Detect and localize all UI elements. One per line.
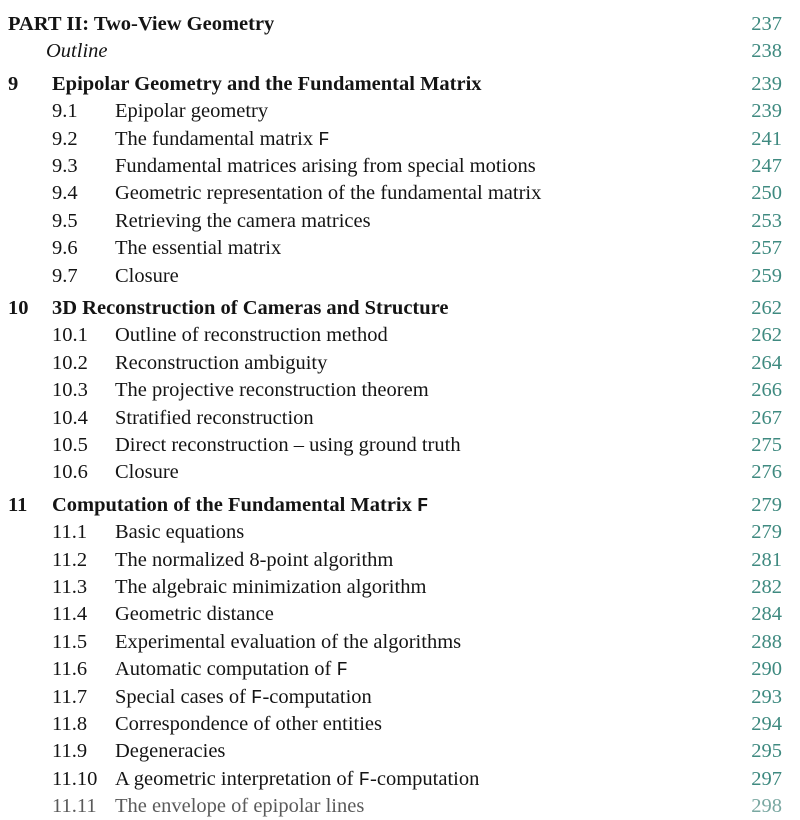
- section-number: 11.6: [52, 658, 88, 681]
- section-entry[interactable]: [0, 601, 800, 628]
- page-number: 262: [751, 297, 782, 319]
- section-entry[interactable]: [0, 263, 800, 290]
- section-number: 10.6: [52, 461, 88, 484]
- title-text: Computation of the Fundamental Matrix: [52, 493, 418, 516]
- chapter-entry[interactable]: [0, 71, 800, 98]
- title-text: Closure: [115, 264, 179, 287]
- page-number: 239: [751, 72, 782, 95]
- title-text: Experimental evaluation of the algorithms: [115, 630, 462, 653]
- section-number: 11.1: [52, 521, 88, 544]
- section-entry[interactable]: [0, 711, 800, 738]
- section-title: [115, 405, 314, 432]
- section-entry[interactable]: [0, 98, 800, 125]
- section-title: [115, 601, 274, 628]
- page-number: 281: [751, 548, 782, 571]
- section-number: 11.4: [52, 603, 88, 626]
- title-text: The algebraic minimization algorithm: [115, 576, 427, 598]
- section-number: 9.4: [52, 182, 78, 205]
- title-text: Reconstruction ambiguity: [115, 351, 328, 374]
- section-title: [115, 656, 348, 684]
- page-number: 282: [751, 576, 782, 598]
- chapter-title: [52, 492, 428, 520]
- section-entry[interactable]: [0, 684, 800, 711]
- title-text: Degeneracies: [115, 740, 226, 763]
- title-text: Basic equations: [115, 521, 245, 544]
- title-text: Epipolar geometry: [115, 100, 269, 123]
- title-text: The fundamental matrix: [115, 127, 319, 150]
- page-number: 250: [751, 182, 782, 205]
- title-text: Correspondence of other entities: [115, 713, 382, 735]
- title-text: The essential matrix: [115, 237, 282, 260]
- section-entry[interactable]: [0, 235, 800, 262]
- page-number: 237: [751, 13, 782, 35]
- section-title: [115, 684, 372, 712]
- page-number: 294: [751, 713, 782, 735]
- section-entry[interactable]: [0, 153, 800, 180]
- section-number: 11.3: [52, 576, 88, 598]
- section-title: [115, 629, 461, 656]
- section-entry[interactable]: [0, 738, 800, 765]
- section-entry[interactable]: [0, 519, 800, 546]
- section-number: 9.1: [52, 100, 78, 123]
- part-heading[interactable]: [0, 11, 800, 38]
- page-number: 266: [751, 379, 782, 402]
- section-number: 11.10: [52, 767, 98, 790]
- page-number: 295: [751, 740, 782, 763]
- page-number: 279: [751, 493, 782, 516]
- section-number: 10.2: [52, 351, 88, 374]
- title-text: Geometric representation of the fundamental matrix: [115, 182, 542, 205]
- page-number: 293: [751, 685, 782, 708]
- page-number: 298: [751, 795, 782, 818]
- section-number: 10.1: [52, 324, 88, 347]
- section-number: 10.5: [52, 434, 88, 456]
- title-text: Stratified reconstruction: [115, 406, 314, 429]
- section-title: [115, 126, 330, 154]
- section-title: [115, 711, 382, 738]
- title-text: The projective reconstruction theorem: [115, 379, 429, 402]
- title-text: Epipolar Geometry and the Fundamental Matrix: [52, 72, 482, 95]
- section-title: [115, 459, 179, 486]
- page-number: 241: [751, 127, 782, 150]
- section-entry[interactable]: [0, 180, 800, 207]
- section-title: [115, 208, 371, 235]
- section-number: 11.5: [52, 630, 88, 653]
- section-entry[interactable]: [0, 377, 800, 404]
- section-title: [115, 235, 281, 262]
- section-title: [115, 98, 268, 125]
- chapter-number: 10: [8, 297, 29, 319]
- matrix-symbol: F: [358, 768, 371, 791]
- section-number: 11.7: [52, 685, 88, 708]
- section-number: 9.6: [52, 237, 78, 260]
- title-text: Geometric distance: [115, 603, 274, 626]
- title-text: 3D Reconstruction of Cameras and Structure: [52, 297, 449, 319]
- section-title: [115, 180, 541, 207]
- chapter-title: [52, 71, 482, 98]
- section-title: [115, 432, 461, 459]
- section-title: [115, 547, 393, 574]
- title-text: The normalized 8-point algorithm: [115, 548, 394, 571]
- matrix-symbol: F: [318, 128, 330, 151]
- page-number: 279: [751, 521, 782, 544]
- section-title: [115, 574, 426, 601]
- page-number: 288: [751, 630, 782, 653]
- section-title: [115, 793, 364, 820]
- page-number: 262: [751, 324, 782, 347]
- chapter-entry[interactable]: [0, 295, 800, 322]
- section-title: [115, 350, 327, 377]
- page-number: 275: [751, 434, 782, 456]
- matrix-symbol: F: [417, 494, 429, 517]
- section-number: 9.5: [52, 209, 78, 232]
- section-entry[interactable]: [0, 629, 800, 656]
- title-text: Closure: [115, 461, 179, 484]
- title-text: Special cases of: [115, 685, 252, 708]
- page-number: 239: [751, 100, 782, 123]
- section-title: [115, 766, 479, 794]
- section-number: 9.3: [52, 155, 78, 177]
- section-entry[interactable]: [0, 547, 800, 574]
- title-text: Retrieving the camera matrices: [115, 209, 371, 232]
- section-title: [115, 322, 388, 349]
- title-text-suffix: -computation: [370, 767, 480, 790]
- section-entry[interactable]: [0, 405, 800, 432]
- page-number: 238: [751, 40, 782, 63]
- section-entry[interactable]: [0, 459, 800, 486]
- outline-title: Outline: [46, 40, 108, 63]
- title-text: Automatic computation of: [115, 658, 337, 681]
- page-number: 259: [751, 264, 782, 287]
- section-entry[interactable]: [0, 350, 800, 377]
- page-number: 284: [751, 603, 782, 626]
- section-entry[interactable]: [0, 126, 800, 153]
- section-entry[interactable]: [0, 656, 800, 683]
- section-title: [115, 263, 179, 290]
- section-entry[interactable]: [0, 432, 800, 459]
- page-number: 297: [751, 767, 782, 790]
- section-entry[interactable]: [0, 574, 800, 601]
- section-entry[interactable]: [0, 322, 800, 349]
- section-number: 11.11: [52, 795, 97, 818]
- title-text: Direct reconstruction – using ground truth: [115, 434, 461, 456]
- section-title: [115, 377, 429, 404]
- section-number: 9.2: [52, 127, 78, 150]
- title-text: Fundamental matrices arising from special motions: [115, 155, 536, 177]
- chapter-number: 9: [8, 72, 19, 95]
- title-text: A geometric interpretation of: [115, 767, 359, 790]
- matrix-symbol: F: [336, 659, 348, 682]
- section-title: [115, 153, 536, 180]
- page-number: 247: [751, 155, 782, 177]
- title-text: Outline of reconstruction method: [115, 324, 388, 347]
- chapter-number: 11: [8, 493, 28, 516]
- section-number: 11.9: [52, 740, 88, 763]
- section-title: [115, 738, 225, 765]
- matrix-symbol: F: [251, 686, 263, 709]
- page-number: 257: [751, 237, 782, 260]
- section-entry[interactable]: [0, 208, 800, 235]
- chapter-title: [52, 295, 448, 322]
- page-number: 264: [751, 351, 782, 374]
- section-number: 10.4: [52, 406, 88, 429]
- section-number: 10.3: [52, 379, 88, 402]
- chapter-entry[interactable]: [0, 492, 800, 519]
- section-number: 9.7: [52, 264, 78, 287]
- page-number: 276: [751, 461, 782, 484]
- title-text-suffix: -computation: [262, 685, 372, 708]
- section-title: [115, 519, 244, 546]
- section-entry[interactable]: [0, 766, 800, 793]
- page-number: 253: [751, 209, 782, 232]
- part-title: PART II: Two-View Geometry: [8, 13, 275, 35]
- section-number: 11.8: [52, 713, 88, 735]
- section-entry[interactable]: [0, 793, 800, 820]
- page-number: 290: [751, 658, 782, 681]
- section-number: 11.2: [52, 548, 88, 571]
- page-number: 267: [751, 406, 782, 429]
- outline-entry[interactable]: [0, 38, 800, 65]
- title-text: The envelope of epipolar lines: [115, 795, 365, 818]
